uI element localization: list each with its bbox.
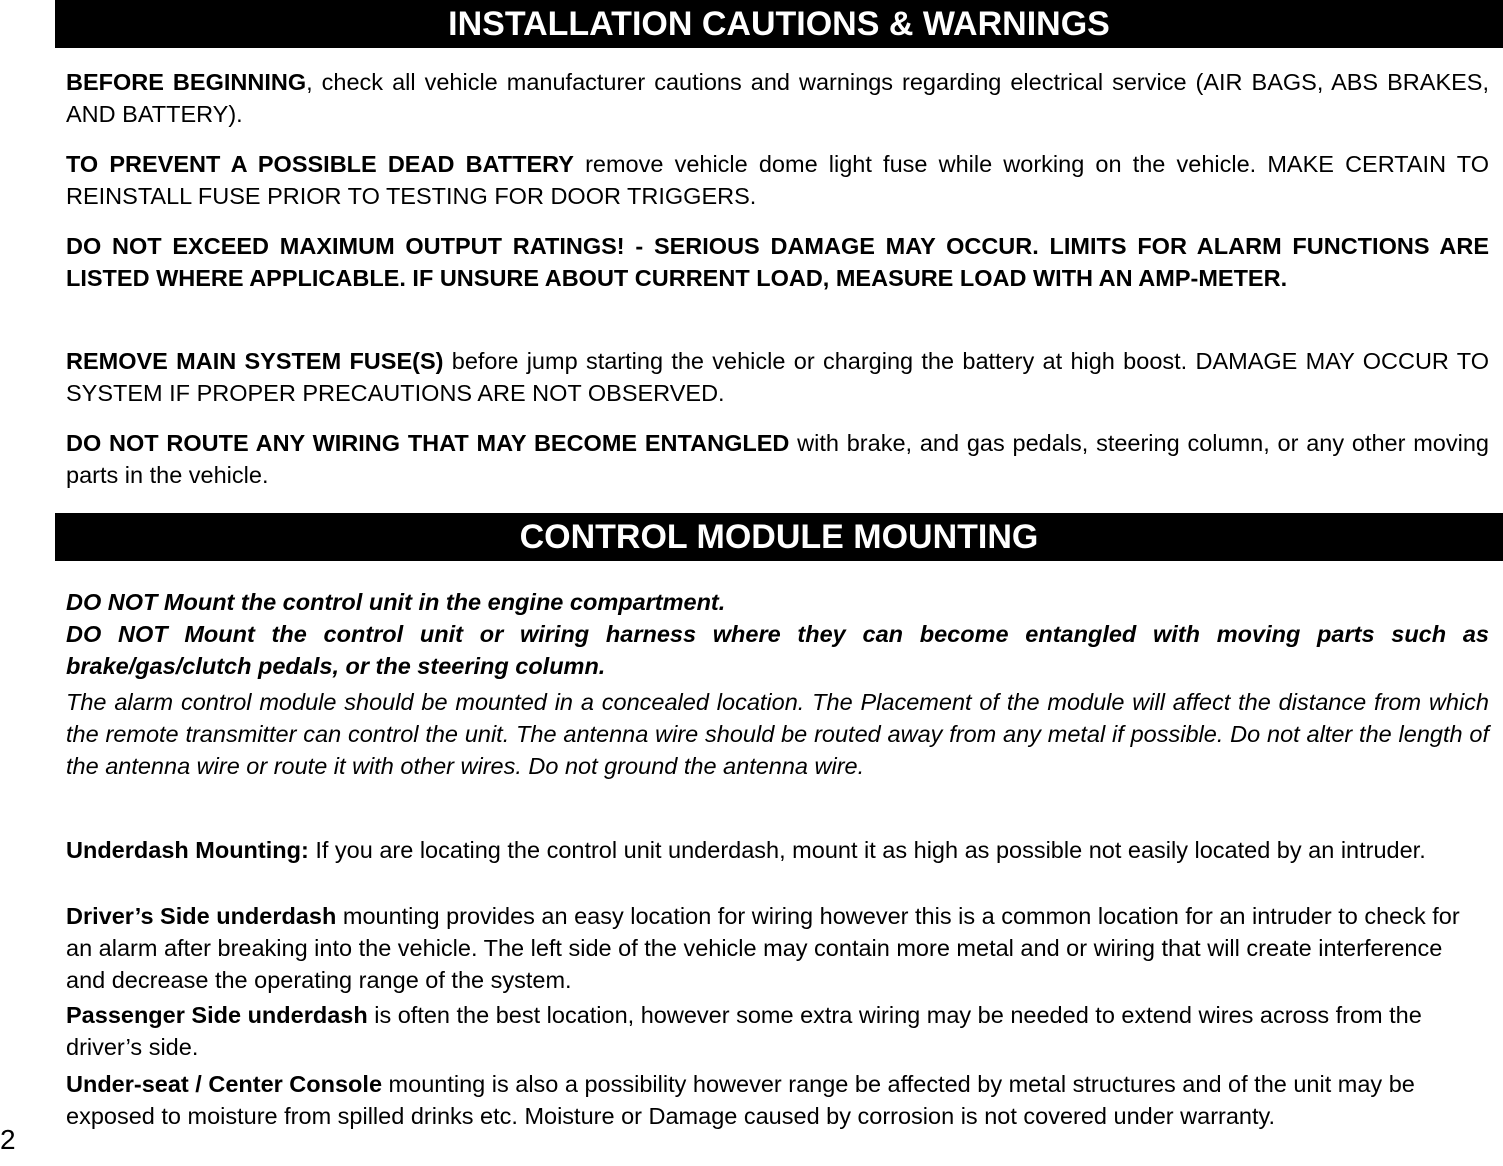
before-beginning-paragraph [66,66,1489,130]
before-beginning-lead: BEFORE BEGINNING [66,69,307,95]
passenger-side-paragraph [66,999,1466,1063]
page-number: 2 [0,1124,16,1155]
system-fuse-lead: REMOVE MAIN SYSTEM FUSE(S) [66,348,444,374]
output-ratings-paragraph: DO NOT EXCEED MAXIMUM OUTPUT RATINGS! - SERIOUS DAMAGE MAY OCCUR. LIMITS FOR ALARM FUNCTIONS ARE LISTED WHERE APPLICABLE. IF UNSURE ABOUT CURRENT LOAD, MEASURE LOAD WITH AN AMP-METER. [66,233,1489,291]
wiring-entangled-text: with brake, and gas pedals, steering column, or any other moving parts in the vehicle. [66,430,1489,488]
entangled-harness-warning: DO NOT Mount the control unit or wiring harness where they can become entangled with moving parts such as brake/gas/clutch pedals, or the steering column. [66,621,1489,679]
driver-side-text: mounting provides an easy location for wiring however this is a common location for an intruder to check for an alarm after breaking into the vehicle. The left side of the vehicle may contain more metal and or wiring that will create interference and decrease the operating range of the system. [66,903,1460,993]
underdash-mounting-lead: Underdash Mounting: [66,837,309,863]
wiring-entangled-lead: DO NOT ROUTE ANY WIRING THAT MAY BECOME ENTANGLED [66,430,790,456]
control-module-mounting-heading: CONTROL MODULE MOUNTING [55,513,1503,561]
passenger-side-lead: Passenger Side underdash [66,1002,368,1028]
dead-battery-text: remove vehicle dome light fuse while working on the vehicle. MAKE CERTAIN TO REINSTALL FUSE PRIOR TO TESTING FOR DOOR TRIGGERS. [66,151,1489,209]
dead-battery-paragraph [66,148,1489,212]
engine-compartment-warning: DO NOT Mount the control unit in the engine compartment. [66,589,726,615]
wiring-entangled-paragraph [66,427,1489,491]
under-seat-paragraph [66,1068,1466,1132]
system-fuse-text: before jump starting the vehicle or charging the battery at high boost. DAMAGE MAY OCCUR TO SYSTEM IF PROPER PRECAUTIONS ARE NOT OBSERVED. [66,348,1489,406]
system-fuse-paragraph [66,345,1489,409]
dead-battery-lead: TO PREVENT A POSSIBLE DEAD BATTERY [66,151,574,177]
driver-side-lead: Driver’s Side underdash [66,903,337,929]
installation-cautions-heading: INSTALLATION CAUTIONS & WARNINGS [55,0,1503,48]
under-seat-lead: Under-seat / Center Console [66,1071,383,1097]
passenger-side-text: is often the best location, however some extra wiring may be needed to extend wires across from the driver’s side. [66,1002,1422,1060]
under-seat-text: mounting is also a possibility however range be affected by metal structures and of the unit may be exposed to moisture from spilled drinks etc. Moisture or Damage caused by corrosion is not covered under warranty. [66,1071,1415,1129]
concealed-location-note: The alarm control module should be mounted in a concealed location. The Placement of the module will affect the distance from which the remote transmitter can control the unit. The antenna wire should be routed away from any metal if possible. Do not alter the length of the antenna wire or route it with other wires. Do not ground the antenna wire. [66,689,1489,779]
driver-side-paragraph [66,900,1476,996]
before-beginning-text: , check all vehicle manufacturer cautions and warnings regarding electrical service (AIR BAGS, ABS BRAKES, AND BATTERY). [66,69,1489,127]
underdash-mounting-paragraph [66,834,1489,866]
underdash-mounting-text: If you are locating the control unit underdash, mount it as high as possible not easily located by an intruder. [308,837,1426,863]
